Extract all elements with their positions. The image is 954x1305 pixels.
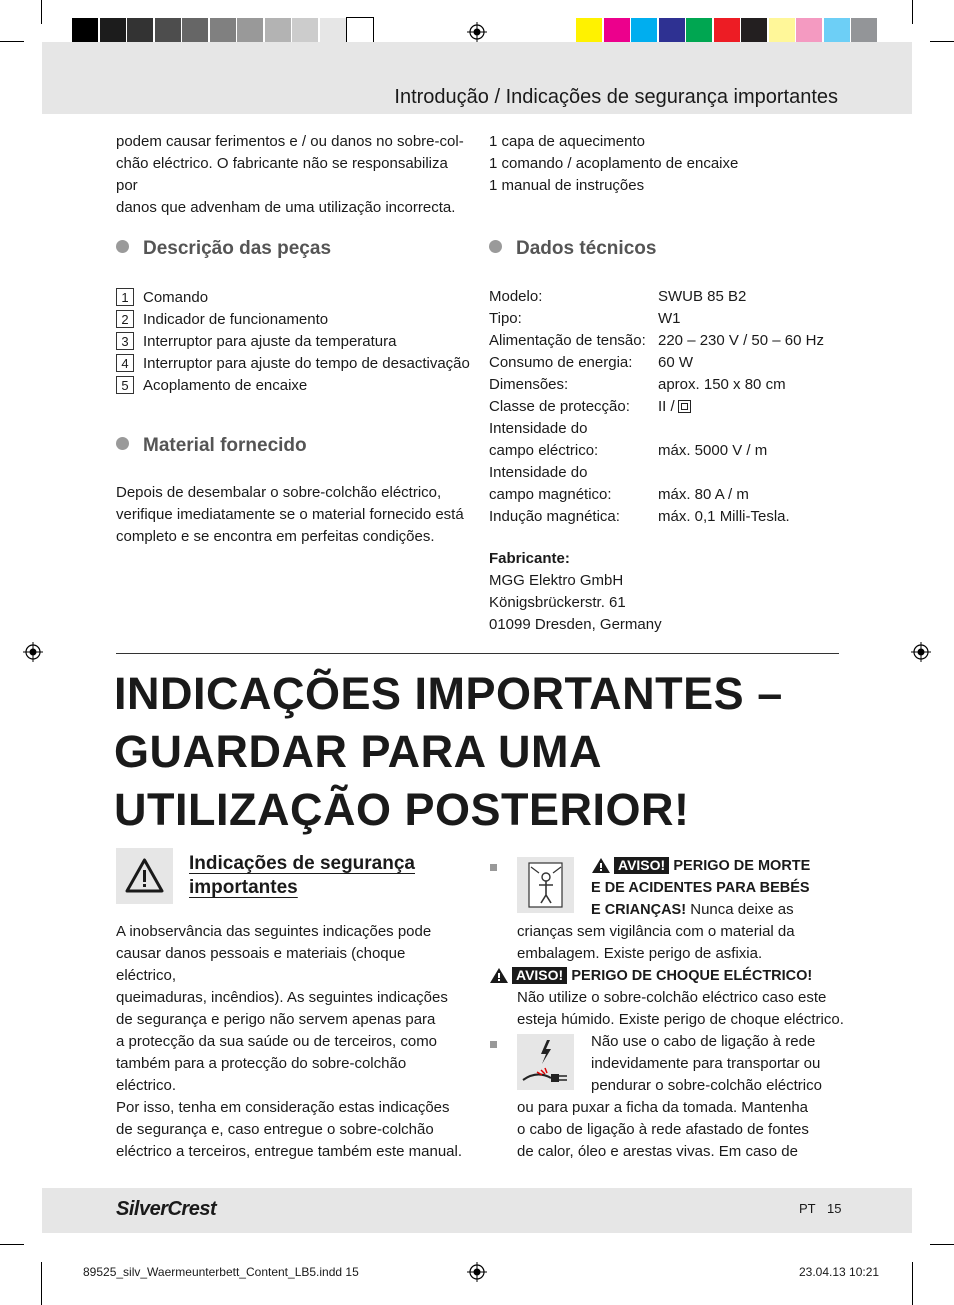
warning-bold-text: E DE ACIDENTES PARA BEBÉS [591, 880, 810, 896]
text-line: de segurança e, caso entregue o sobre-colchão [116, 1121, 434, 1138]
list-item [116, 352, 476, 374]
title-line: GUARDAR PARA UMA [114, 726, 602, 777]
tech-value: máx. 5000 V / m [658, 442, 768, 459]
list-item [116, 308, 476, 330]
part-number: 1 [116, 288, 134, 306]
heading-line: importantes [189, 877, 298, 898]
supplied-text [116, 482, 466, 548]
tech-label: Consumo de energia: [489, 354, 633, 371]
parts-heading [116, 238, 331, 260]
tech-value: aprox. 150 x 80 cm [658, 376, 786, 393]
tech-label: Tipo: [489, 310, 522, 327]
warning-1-line: crianças sem vigilância com o material da [517, 923, 795, 940]
text-line: Depois de desembalar o sobre-colchão eléctrico, [116, 484, 442, 501]
part-number: 3 [116, 332, 134, 350]
heading-text: Material fornecido [143, 435, 307, 456]
tech-heading [489, 238, 656, 260]
crop-mark [912, 0, 913, 24]
registration-mark-icon [23, 642, 43, 662]
part-label: Acoplamento de encaixe [143, 376, 308, 394]
parts-list [116, 286, 476, 396]
silvercrest-logo: SilverCrest [116, 1198, 217, 1220]
title-line: UTILIZAÇÃO POSTERIOR! [114, 784, 690, 835]
registration-mark-icon [467, 22, 487, 42]
protection-class-text: II / [658, 398, 675, 415]
table-row [489, 418, 824, 440]
double-insulation-icon [678, 400, 691, 413]
child-warning-pictogram-icon [517, 857, 574, 913]
big-title [114, 665, 783, 839]
text-line: verifique imediatamente se o material fornecido está [116, 506, 464, 523]
title-line: INDICAÇÕES IMPORTANTES – [114, 668, 783, 719]
bullet-dot-icon [116, 240, 129, 253]
supplied-items-list [489, 131, 839, 197]
square-bullet-icon [490, 864, 497, 871]
text-line: A inobservância das seguintes indicações pode [116, 923, 432, 940]
supplied-heading [116, 435, 307, 457]
warning-bold-text: PERIGO DE MORTE [673, 858, 811, 874]
text-line: 01099 Dresden, Germany [489, 616, 662, 633]
tech-label: Indução magnética: [489, 508, 620, 525]
tech-label: Modelo: [489, 288, 543, 305]
tech-label: Dimensões: [489, 376, 569, 393]
text-line: MGG Elektro GmbH [489, 572, 624, 589]
text-line: danos que advenham de uma utilização incorrecta. [116, 199, 456, 216]
crop-mark [930, 41, 954, 42]
part-number: 4 [116, 354, 134, 372]
table-row [489, 506, 824, 528]
tech-value: W1 [658, 310, 681, 327]
divider [116, 653, 839, 654]
text-line: Por isso, tenha em consideração estas indicações [116, 1099, 450, 1116]
bullet-dot-icon [116, 437, 129, 450]
list-item [116, 286, 476, 308]
registration-mark-icon [467, 1262, 487, 1282]
list-item [116, 330, 476, 352]
manufacturer-label: Fabricante: [489, 550, 570, 567]
warning-3-line: o cabo de ligação à rede afastado de fontes [517, 1121, 809, 1138]
tech-value: máx. 0,1 Milli-Tesla. [658, 508, 790, 525]
slug-date: 23.04.13 10:21 [799, 1265, 880, 1279]
list-item: 1 comando / acoplamento de encaixe [489, 155, 739, 172]
crop-mark [0, 41, 24, 42]
text-line: Königsbrückerstr. 61 [489, 594, 626, 611]
aviso-badge: AVISO! [614, 857, 669, 874]
text-line: chão eléctrico. O fabricante não se responsabiliza por [116, 155, 448, 194]
intro-left-text [116, 131, 466, 219]
part-label: Indicador de funcionamento [143, 310, 329, 328]
tech-label: campo magnético: [489, 486, 612, 503]
table-row [489, 462, 824, 484]
warning-1 [591, 855, 810, 877]
text-line: eléctrico a terceiros, entregue também este manual. [116, 1143, 463, 1160]
warning-2-line: Não utilize o sobre-colchão eléctrico caso este [517, 989, 827, 1006]
warning-3-line: pendurar o sobre-colchão eléctrico [591, 1077, 822, 1094]
crop-mark [912, 1262, 913, 1305]
safety-body-text [116, 921, 466, 1163]
table-row [489, 286, 824, 308]
part-label: Comando [143, 288, 209, 306]
square-bullet-icon [490, 1041, 497, 1048]
part-label: Interruptor para ajuste do tempo de desactivação [143, 354, 470, 372]
tech-label: Classe de protecção: [489, 398, 630, 415]
registration-mark-icon [911, 642, 931, 662]
warning-bold-text: PERIGO DE CHOQUE ELÉCTRICO! [571, 968, 813, 984]
crop-mark [41, 1262, 42, 1305]
warning-2 [489, 965, 812, 987]
tech-label: Intensidade do [489, 464, 588, 481]
text-line: a protecção da sua saúde ou de terceiros, como [116, 1033, 438, 1050]
table-row [489, 484, 824, 506]
list-item: 1 capa de aquecimento [489, 133, 645, 150]
warning-triangle-icon [116, 848, 173, 904]
tech-data-table [489, 286, 824, 528]
text-line: queimaduras, incêndios). As seguintes indicações [116, 989, 448, 1006]
text-line: podem causar ferimentos e / ou danos no sobre-col- [116, 133, 464, 150]
warning-3-line: ou para puxar a ficha da tomada. Mantenha [517, 1099, 809, 1116]
warning-bold-text: E CRIANÇAS! [591, 902, 687, 918]
slug-file: 89525_silv_Waermeunterbett_Content_LB5.indd 15 [83, 1265, 359, 1279]
tech-label: Intensidade do [489, 420, 588, 437]
warning-2-line: esteja húmido. Existe perigo de choque eléctrico. [517, 1011, 844, 1028]
table-row [489, 374, 824, 396]
tech-value [658, 396, 691, 418]
text-line: também para a protecção do sobre-colchão eléctrico. [116, 1055, 407, 1094]
text-line: causar danos pessoais e materiais (choque eléctrico, [116, 945, 406, 984]
heading-text: Dados técnicos [516, 238, 657, 259]
table-row [489, 440, 824, 462]
warning-3-line: de calor, óleo e arestas vivas. Em caso de [517, 1143, 798, 1160]
warning-3-line: indevidamente para transportar ou [591, 1055, 821, 1072]
warning-1-line [591, 899, 794, 921]
heading-line: Indicações de segurança [189, 853, 415, 874]
part-number: 5 [116, 376, 134, 394]
safety-heading [189, 852, 415, 900]
tech-value: máx. 80 A / m [658, 486, 749, 503]
tech-label: campo eléctrico: [489, 442, 599, 459]
warning-text: Nunca deixe as [686, 901, 794, 918]
table-row [489, 396, 824, 418]
part-number: 2 [116, 310, 134, 328]
table-row [489, 330, 824, 352]
tech-value: SWUB 85 B2 [658, 288, 747, 305]
table-row [489, 352, 824, 374]
manufacturer-block [489, 548, 839, 636]
table-row [489, 308, 824, 330]
crop-mark [0, 1244, 24, 1245]
crop-mark [930, 1244, 954, 1245]
warning-1-line [591, 877, 810, 899]
heading-text: Descrição das peças [143, 238, 332, 259]
warning-1-line: embalagem. Existe perigo de asfixia. [517, 945, 763, 962]
warning-triangle-small-icon [489, 967, 509, 984]
page-number: PT 15 [799, 1201, 842, 1216]
text-line: completo e se encontra em perfeitas condições. [116, 528, 435, 545]
tech-value: 220 – 230 V / 50 – 60 Hz [658, 332, 824, 349]
bullet-dot-icon [489, 240, 502, 253]
aviso-badge: AVISO! [512, 967, 567, 984]
tech-value: 60 W [658, 354, 694, 371]
list-item: 1 manual de instruções [489, 177, 645, 194]
tech-label: Alimentação de tensão: [489, 332, 646, 349]
page-header-title: Introdução / Indicações de segurança importantes [394, 86, 838, 108]
crop-mark [41, 0, 42, 24]
warning-triangle-small-icon [591, 857, 611, 874]
cable-shock-pictogram-icon [517, 1034, 574, 1090]
list-item [116, 374, 476, 396]
text-line: de segurança e perigo não servem apenas para [116, 1011, 436, 1028]
warning-3-line: Não use o cabo de ligação à rede [591, 1033, 816, 1050]
part-label: Interruptor para ajuste da temperatura [143, 332, 397, 350]
